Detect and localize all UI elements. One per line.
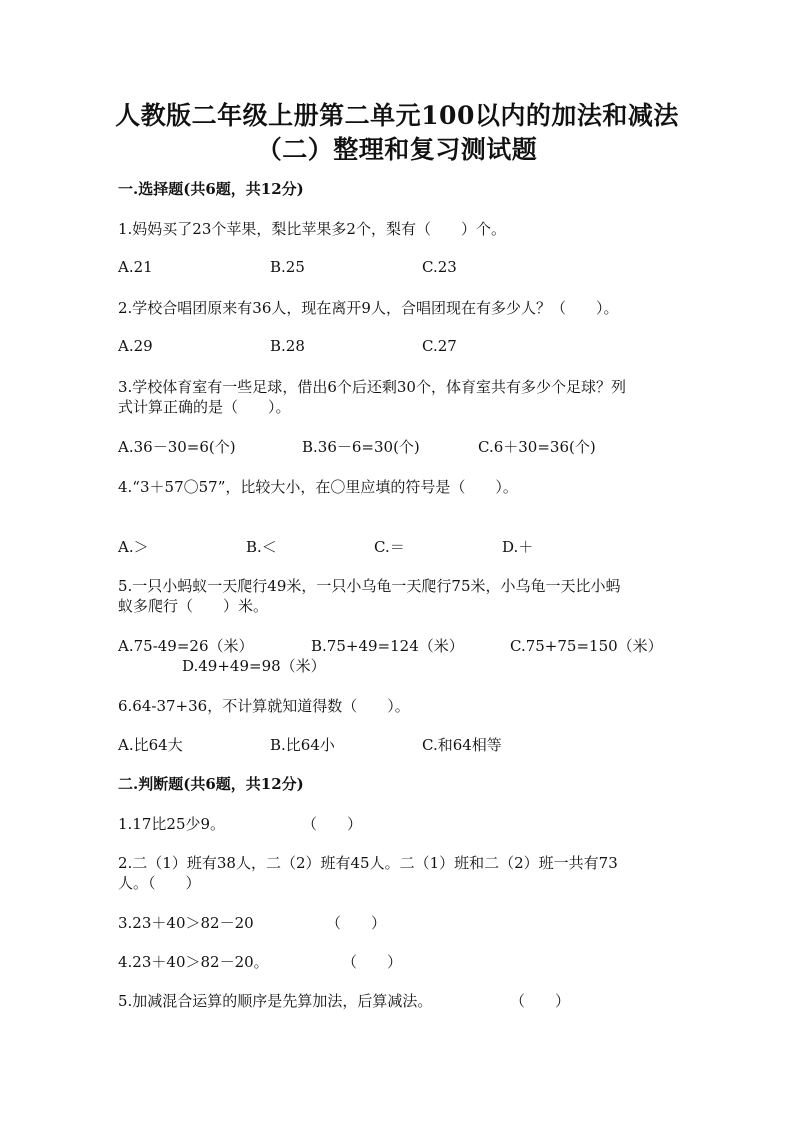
q1-option-b: B.25	[270, 258, 305, 276]
q6-option-c: C.和64相等	[422, 736, 502, 754]
judge-2-text-line-1: 2.二（1）班有38人，二（2）班有45人。二（1）班和二（2）班一共有73	[118, 854, 618, 872]
judge-1-bracket: （ ）	[302, 815, 363, 833]
judge-4-bracket: （ ）	[342, 953, 403, 971]
section-heading-choice: 一.选择题(共6题，共12分)	[118, 180, 304, 198]
q5-option-d: D.49+49=98（米）	[182, 657, 326, 675]
judge-1-text: 1.17比25少9。	[118, 815, 226, 833]
q5-option-b: B.75+49=124（米）	[311, 637, 464, 655]
judge-4-text: 4.23＋40＞82－20。	[118, 953, 269, 971]
title-line-1: 人教版二年级上册第二单元100以内的加法和减法	[115, 101, 679, 130]
section-heading-judgement: 二.判断题(共6题，共12分)	[118, 775, 304, 793]
judge-5-text: 5.加减混合运算的顺序是先算加法，后算减法。	[118, 992, 433, 1010]
q2-option-c: C.27	[422, 337, 457, 355]
q3-option-b: B.36－6=30(个)	[302, 438, 420, 456]
question-5-text-line-1: 5.一只小蚂蚁一天爬行49米，一只小乌龟一天爬行75米，小乌龟一天比小蚂	[118, 577, 621, 595]
q1-option-a: A.21	[118, 258, 153, 276]
q6-option-a: A.比64大	[118, 736, 183, 754]
q4-option-c: C.＝	[374, 538, 405, 556]
question-4-text: 4.“3＋57〇57”，比较大小，在〇里应填的符号是（ ）。	[118, 478, 518, 496]
question-6-text: 6.64-37+36，不计算就知道得数（ ）。	[118, 697, 410, 715]
question-5-text-line-2: 蚁多爬行（ ）米。	[118, 597, 269, 615]
q5-option-a: A.75-49=26（米）	[118, 637, 254, 655]
q2-option-b: B.28	[270, 337, 305, 355]
q1-option-c: C.23	[422, 258, 457, 276]
q5-option-c: C.75+75=150（米）	[510, 637, 663, 655]
judge-5-bracket: （ ）	[510, 992, 571, 1010]
q3-option-a: A.36－30=6(个)	[118, 438, 236, 456]
q6-option-b: B.比64小	[270, 736, 335, 754]
question-3-text-line-1: 3.学校体育室有一些足球，借出6个后还剩30个，体育室共有多少个足球？列	[118, 378, 626, 396]
question-1-text: 1.妈妈买了23个苹果，梨比苹果多2个，梨有（ ）个。	[118, 220, 506, 238]
judge-3-text: 3.23＋40＞82－20	[118, 914, 254, 932]
q4-option-d: D.＋	[502, 538, 534, 556]
q4-option-a: A.＞	[118, 538, 149, 556]
judge-2-text-line-2: 人。（ ）	[118, 874, 201, 892]
question-3-text-line-2: 式计算正确的是（ ）。	[118, 398, 291, 416]
question-2-text: 2.学校合唱团原来有36人，现在离开9人，合唱团现在有多少人？（ ）。	[118, 299, 619, 317]
judge-3-bracket: （ ）	[326, 914, 387, 932]
q3-option-c: C.6＋30=36(个)	[478, 438, 596, 456]
q2-option-a: A.29	[118, 337, 153, 355]
title-line-2: （二）整理和复习测试题	[256, 135, 538, 164]
q4-option-b: B.＜	[246, 538, 277, 556]
